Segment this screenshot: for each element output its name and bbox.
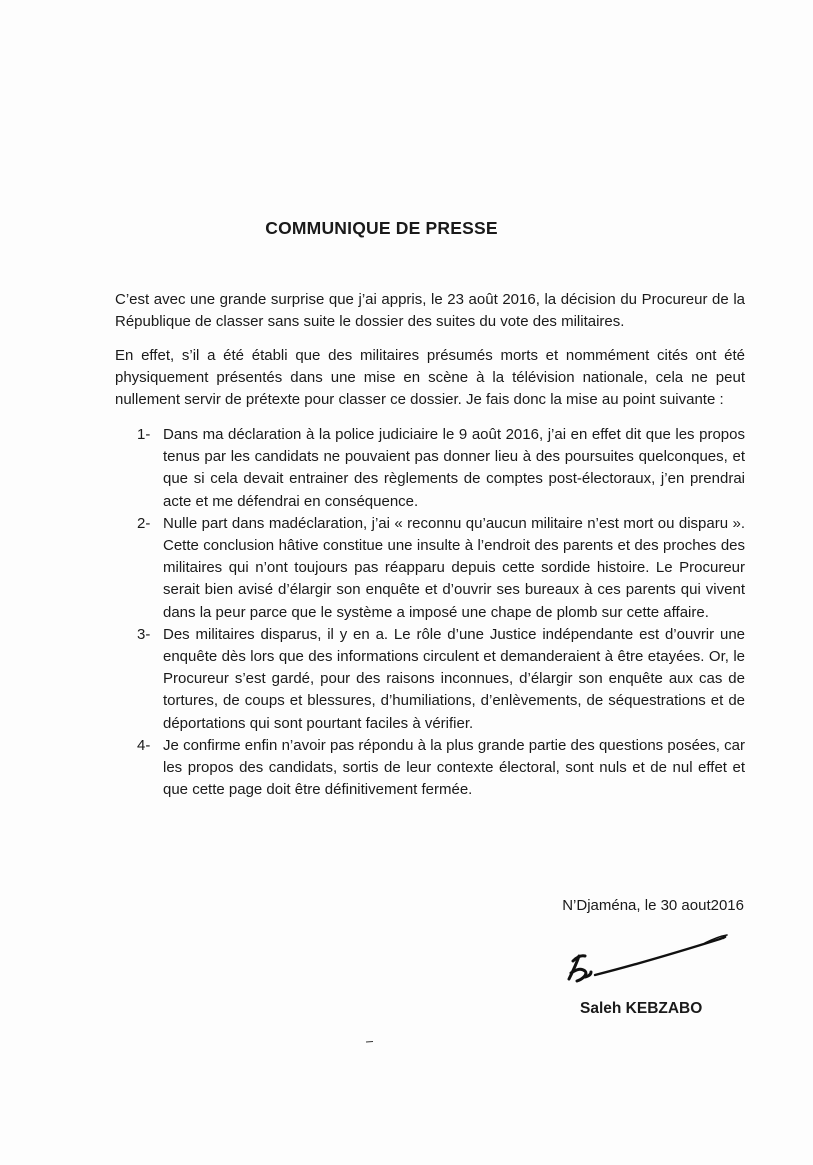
scan-speck xyxy=(365,1040,375,1044)
list-item xyxy=(115,735,745,802)
list-item xyxy=(115,624,745,735)
list-item xyxy=(115,513,745,624)
document-title: COMMUNIQUE DE PRESSE xyxy=(265,218,498,238)
points-list xyxy=(115,424,745,801)
list-item-text: Des militaires disparus, il y en a. Le rôle d’une Justice indépendante est d’ouvrir une enquête dès lors que des informations circulent et demanderaient à être etayées. Or, le Procureur s’est gardé, pour des raisons inconnues, d’élargir son enquête aux cas de tortures, de coups et blessures, d’humiliations, d’enlèvements, de séquestrations et de déportations qui sont pourtant faciles à vérifier. xyxy=(163,625,745,732)
handwritten-signature xyxy=(555,925,755,995)
list-item-number: 3- xyxy=(137,625,151,643)
list-item-number: 4- xyxy=(137,736,151,754)
list-item-text: Nulle part dans madéclaration, j’ai « reconnu qu’aucun militaire n’est mort ou disparu ». Cette conclusion hâtive constitue une insulte à l’endroit des parents et des proches des militaires qui n’ont toujours pas réapparu depuis cette sordide histoire. Le Procureur serait bien avisé d’élargir son enquête et d’ouvrir ses bureaux à ces parents qui vivent dans la peur parce que le système a imposé une chape de plomb sur cette affaire. xyxy=(163,514,745,621)
list-item-number: 2- xyxy=(137,514,151,532)
list-item xyxy=(115,424,745,513)
signer-name: Saleh KEBZABO xyxy=(580,1000,703,1017)
list-item-number: 1- xyxy=(137,426,151,443)
list-item-text: Dans ma déclaration à la police judiciaire le 9 août 2016, j’ai en effet dit que les propos tenus par les candidats ne pouvaient pas donner lieu à des poursuites quelconques, et que si cela devait entrainer des règlements de comptes post-électoraux, j’en prendrai acte et me défendrai en conséquence. xyxy=(163,426,745,510)
place-date-line: N’Djaména, le 30 aout2016 xyxy=(562,897,744,914)
context-paragraph: En effet, s’il a été établi que des militaires présumés morts et nommément cités ont été physiquement présentés dans une mise en scène à la télévision nationale, cela ne peut nullement servir de prétexte pour classer ce dossier. Je fais donc la mise au point suivante : xyxy=(115,347,745,409)
intro-paragraph: C’est avec une grande surprise que j’ai appris, le 23 août 2016, la décision du Procureur de la République de classer sans suite le dossier des suites du vote des militaires. xyxy=(115,291,745,331)
list-item-text: Je confirme enfin n’avoir pas répondu à la plus grande partie des questions posées, car les propos des candidats, sortis de leur contexte électoral, sont nuls et de nul effet et que cette page doit être définitivement fermée. xyxy=(163,736,745,799)
